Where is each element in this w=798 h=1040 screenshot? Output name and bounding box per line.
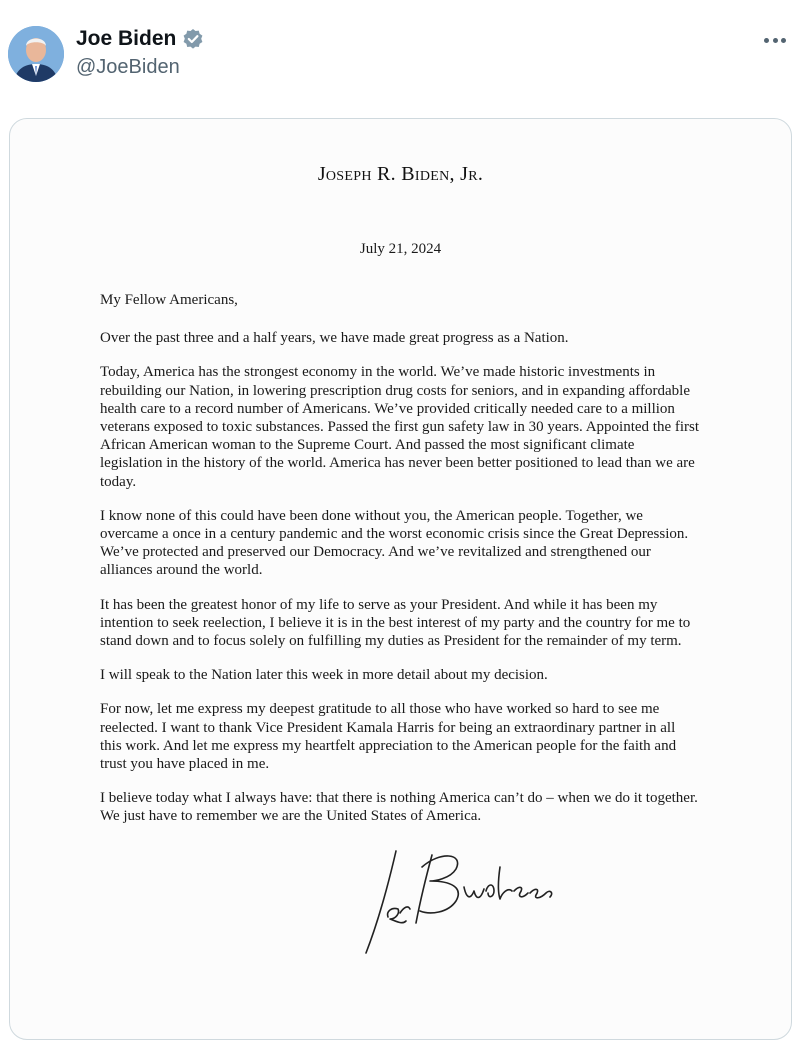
letter-paragraph: I believe today what I always have: that there is nothing America can’t do – when we do it together. We just have to remember we are the United States of America.: [100, 790, 698, 825]
dot-icon: [781, 38, 786, 43]
display-name[interactable]: Joe Biden: [76, 27, 177, 50]
post-image-card[interactable]: [9, 118, 792, 1040]
verified-badge-icon[interactable]: [182, 28, 204, 50]
letter-paragraph: Today, America has the strongest economy in the world. We’ve made historic investments in rebuilding our Nation, in lowering prescription drug costs for seniors, and in expanding affordable health care to a record number of Americans. We’ve provided critically needed care to a million veterans exposed to toxic substances. Passed the first gun safety law in 30 years. Appointed the first African American woman to the Supreme Court. And passed the most significant climate legislation in the history of the world. America has never been better positioned to lead than we are today.: [100, 364, 700, 490]
signature: [360, 847, 580, 957]
user-handle[interactable]: @JoeBiden: [76, 56, 180, 78]
more-options-icon[interactable]: [764, 30, 786, 50]
letterhead: Joseph R. Biden, Jr.: [317, 163, 484, 185]
letter-paragraph: I will speak to the Nation later this week in more detail about my decision.: [100, 667, 548, 684]
dot-icon: [773, 38, 778, 43]
post-header: [0, 0, 798, 110]
letter-document: [10, 119, 791, 1039]
letter-body: [100, 291, 700, 842]
salutation: My Fellow Americans,: [100, 292, 238, 308]
letter-paragraph: I know none of this could have been done without you, the American people. Together, we overcame a once in a century pandemic and the worst economic crisis since the Great Depression. We’ve protected and preserved our Democracy. And we’ve revitalized and strengthened our alliances around the world.: [100, 507, 689, 579]
letter-paragraph: It has been the greatest honor of my life to serve as your President. And while it has been my intention to seek reelection, I believe it is in the best interest of my party and the country for me to stand down and to focus solely on fulfilling my duties as President for the remainder of my term.: [100, 596, 691, 650]
letter-date: July 21, 2024: [359, 241, 442, 257]
letter-paragraph: For now, let me express my deepest gratitude to all those who have worked so hard to see me reelected. I want to thank Vice President Kamala Harris for being an extraordinary partner in all this work. And let me express my heartfelt appreciation to the American people for the faith and trust you have placed in me.: [100, 701, 677, 773]
letter-paragraph: Over the past three and a half years, we have made great progress as a Nation.: [100, 330, 569, 347]
dot-icon: [764, 38, 769, 43]
name-row: [76, 27, 204, 51]
profile-photo-icon: [8, 26, 64, 82]
avatar[interactable]: [8, 26, 64, 82]
